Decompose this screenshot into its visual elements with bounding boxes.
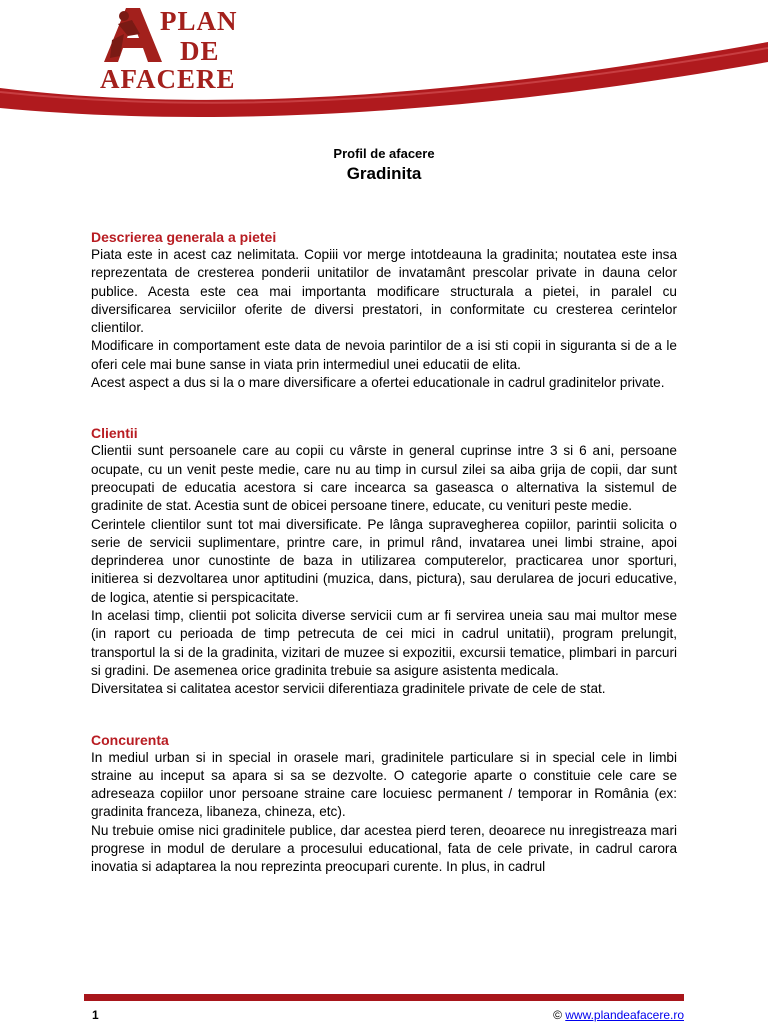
footer-divider bbox=[84, 994, 684, 1001]
logo-word-plan: PLAN bbox=[160, 6, 238, 36]
document-title: Gradinita bbox=[346, 164, 422, 183]
header-swoosh bbox=[0, 0, 768, 125]
section-heading: Descrierea generala a pietei bbox=[91, 229, 277, 245]
website-link[interactable]: www.plandeafacere.ro bbox=[565, 1008, 684, 1022]
paragraph: Diversitatea si calitatea acestor servicii diferentiaza gradinitele private de cele de stat. bbox=[91, 681, 606, 697]
section-clients bbox=[91, 424, 677, 698]
document-subtitle: Profil de afacere bbox=[333, 146, 435, 161]
page-header bbox=[0, 0, 768, 125]
section-heading: Concurenta bbox=[91, 731, 169, 748]
paragraph: Modificare in comportament este data de nevoia parintilor de a isi sti copii in siguranta si de a le oferi cele mai bune sanse in viata prin intermediul unei educatii de elita. bbox=[91, 338, 677, 372]
copyright-symbol: © bbox=[553, 1008, 562, 1022]
paragraph: Piata este in acest caz nelimitata. Copiii vor merge intotdeauna la gradinita; noutatea este insa reprezentata de cresterea ponderii unitatilor de invatamânt prescolar private in dauna celor publice. Acesta este cea mai importanta modificare structurala a pietei, in paralel cu diversificarea serviciilor oferite de diversi prestatori, in conformitate cu cresterea cerintelor clientilor. bbox=[91, 247, 677, 336]
logo-a-letter-icon bbox=[104, 8, 162, 62]
paragraph: Cerintele clientilor sunt tot mai diversificate. Pe lânga supravegherea copiilor, parintii solicita o serie de servicii suplimentare, printre care, in primul rând, invatarea unei limbi straine, apoi deprinderea unor cunostinte de baza in utilizarea computerelor, practicarea unor sporturi, initierea si dezvoltarea unor aptitudini (muzica, dans, pictura), sau derularea de jocuri educative, de logica, atentie si perspicacitate. bbox=[91, 516, 677, 605]
paragraph: Clientii sunt persoanele care au copii cu vârste in general cuprinse intre 3 si 6 ani, persoane ocupate, cu un venit peste medie, care nu au timp in cursul zilei sa aiba grija de copii, dar sunt preocupati de educatia acestora si care incearca sa gaseasca o alternativa la sistemul de gradinite de stat. Acestia sunt de obicei persoane tinere, educate, cu venituri peste medie. bbox=[91, 443, 677, 514]
section-heading: Clientii bbox=[91, 425, 138, 442]
paragraph: Acest aspect a dus si la o mare diversificare a ofertei educationale in cadrul gradinitelor private. bbox=[91, 375, 665, 391]
logo-word-afacere: AFACERE bbox=[100, 64, 236, 94]
section-market-description bbox=[91, 228, 677, 392]
page-number: 1 bbox=[92, 1008, 99, 1022]
section-competition bbox=[91, 731, 677, 877]
paragraph: Nu trebuie omise nici gradinitele publice, dar acestea pierd teren, deoarece nu inregistreaza mari progrese in modul de derulare a procesului educational, fata de cele private, in cadrul carora inovatia si adaptarea la nou reprezinta preocupari curente. In plus, in cadrul bbox=[91, 822, 677, 875]
footer-copyright bbox=[553, 1008, 684, 1022]
paragraph: In mediul urban si in special in orasele mari, gradinitele particulare si in special cele in limbi straine au inceput sa apara si sa se dezvolte. O categorie aparte o constituie cele care se adreseaza copiilor unor persoane straine care locuiesc permanent / temporar in România (ex: gradinita franceza, libaneza, chineza, etc). bbox=[91, 749, 677, 820]
logo-word-de: DE bbox=[180, 36, 220, 66]
document-body bbox=[91, 228, 677, 909]
paragraph: In acelasi timp, clientii pot solicita diverse servicii cum ar fi servirea uneia sau mai multor mese (in raport cu perioada de timp petrecuta de cei mici in cadrul unitatii), program prelungit, transportul la si de la gradinita, vizitari de muzee si expozitii, excursii tematice, plimbari in parcuri si gradini. De asemenea orice gradinita trebuie sa asigure asistenta medicala. bbox=[91, 608, 677, 678]
